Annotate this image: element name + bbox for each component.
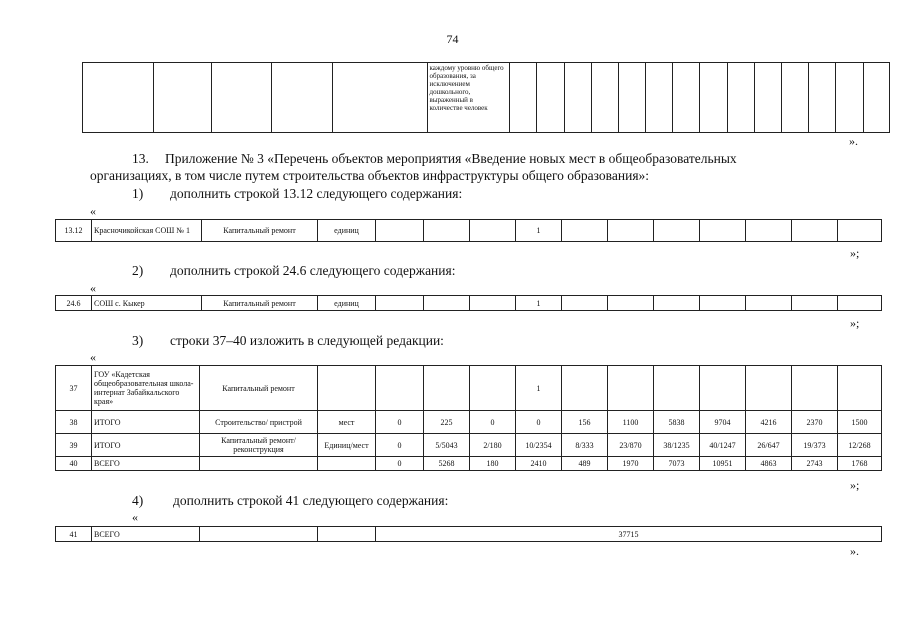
row-38-v5: 156 <box>562 411 608 434</box>
row-40-v5: 489 <box>562 457 608 471</box>
row-37-type: Капитальный ремонт <box>200 366 318 411</box>
row-13-12-unit: единиц <box>318 220 376 242</box>
row-37-id: 37 <box>56 366 92 411</box>
row-40-unit <box>318 457 376 471</box>
row-39-v10: 19/373 <box>792 434 838 457</box>
page-number: 74 <box>446 32 459 46</box>
row-40-v10: 2743 <box>792 457 838 471</box>
row-38-unit: мест <box>318 411 376 434</box>
row-24-6-value: 1 <box>516 296 562 311</box>
row-24-6-type: Капитальный ремонт <box>202 296 318 311</box>
item-1-num: 1) <box>132 186 144 201</box>
row-13-12-value: 1 <box>516 220 562 242</box>
row-13-12-id: 13.12 <box>56 220 92 242</box>
row-39-v4: 10/2354 <box>516 434 562 457</box>
row-39-v8: 40/1247 <box>700 434 746 457</box>
close-quote-top: ». <box>849 134 858 148</box>
row-38-v8: 9704 <box>700 411 746 434</box>
row-40-v7: 7073 <box>654 457 700 471</box>
row-41-name: ВСЕГО <box>92 527 200 542</box>
row-37-name: ГОУ «Кадетская общеобразовательная школа-интернат Забайкальского края» <box>92 366 200 411</box>
section-heading-line1-text: 13. <box>132 151 149 166</box>
row-37-v4: 1 <box>516 366 562 411</box>
row-39-v3: 2/180 <box>470 434 516 457</box>
section-heading-line2: организациях, в том числе путем строительства объектов инфраструктуры общего образования»: <box>90 168 650 183</box>
row-38-v7: 5838 <box>654 411 700 434</box>
row-40-v2: 5268 <box>424 457 470 471</box>
row-40-v1: 0 <box>376 457 424 471</box>
table-row-24-6 <box>55 295 882 311</box>
row-37-v2 <box>424 366 470 411</box>
row-39-v7: 38/1235 <box>654 434 700 457</box>
table-row <box>56 457 882 471</box>
row-39-v9: 26/647 <box>746 434 792 457</box>
row-39-v5: 8/333 <box>562 434 608 457</box>
row-40-v3: 180 <box>470 457 516 471</box>
row-13-12-type: Капитальный ремонт <box>202 220 318 242</box>
row-39-unit: Единиц/мест <box>318 434 376 457</box>
row-41-id: 41 <box>56 527 92 542</box>
row-40-name: ВСЕГО <box>92 457 200 471</box>
open-quote-2: « <box>90 281 96 295</box>
row-13-12-name: Красночикойская СОШ № 1 <box>92 220 202 242</box>
row-37-v10 <box>792 366 838 411</box>
top-table-note: каждому уровню общего образования, за исключением дошкольного, выраженный в количестве человек <box>427 63 510 133</box>
table-row-13-12 <box>55 219 882 242</box>
row-38-v10: 2370 <box>792 411 838 434</box>
row-40-id: 40 <box>56 457 92 471</box>
row-37-v7 <box>654 366 700 411</box>
row-39-id: 39 <box>56 434 92 457</box>
close-dot-final: ». <box>850 544 859 558</box>
row-38-v4: 0 <box>516 411 562 434</box>
table-row-41 <box>55 526 882 542</box>
row-39-v1: 0 <box>376 434 424 457</box>
row-38-v1: 0 <box>376 411 424 434</box>
row-37-v6 <box>608 366 654 411</box>
row-39-name: ИТОГО <box>92 434 200 457</box>
row-41-value: 37715 <box>376 527 882 542</box>
close-semicolon-3: »; <box>850 478 860 492</box>
row-40-v4: 2410 <box>516 457 562 471</box>
item-2-num: 2) <box>132 263 144 278</box>
close-semicolon-1: »; <box>850 246 860 260</box>
item-3-num: 3) <box>132 333 144 348</box>
open-quote-4: « <box>132 510 138 524</box>
row-39-v11: 12/268 <box>838 434 882 457</box>
row-37-unit <box>318 366 376 411</box>
row-39-type: Капитальный ремонт/ реконструкция <box>200 434 318 457</box>
open-quote-3: « <box>90 350 96 364</box>
item-1-text: дополнить строкой 13.12 следующего содержания: <box>170 186 463 201</box>
row-37-v5 <box>562 366 608 411</box>
row-37-v11 <box>838 366 882 411</box>
row-38-type: Строительство/ пристрой <box>200 411 318 434</box>
section-heading-line1-body: Приложение № 3 «Перечень объектов мероприятия «Введение новых мест в общеобразовательных <box>165 151 737 166</box>
row-40-v6: 1970 <box>608 457 654 471</box>
top-table <box>82 62 890 133</box>
row-38-v3: 0 <box>470 411 516 434</box>
item-4-text: дополнить строкой 41 следующего содержания: <box>173 493 449 508</box>
row-24-6-name: СОШ с. Кыкер <box>92 296 202 311</box>
table-row <box>56 366 882 411</box>
section-heading-text <box>165 150 867 167</box>
table-row <box>56 411 882 434</box>
row-37-v8 <box>700 366 746 411</box>
open-quote-1: « <box>90 204 96 218</box>
row-39-v6: 23/870 <box>608 434 654 457</box>
row-40-v11: 1768 <box>838 457 882 471</box>
row-37-v3 <box>470 366 516 411</box>
close-semicolon-2: »; <box>850 316 860 330</box>
row-40-v8: 10951 <box>700 457 746 471</box>
table-row <box>56 434 882 457</box>
item-2-text: дополнить строкой 24.6 следующего содержания: <box>170 263 456 278</box>
row-40-v9: 4863 <box>746 457 792 471</box>
row-38-name: ИТОГО <box>92 411 200 434</box>
row-24-6-unit: единиц <box>318 296 376 311</box>
item-4-num: 4) <box>132 493 144 508</box>
row-39-v2: 5/5043 <box>424 434 470 457</box>
row-40-type <box>200 457 318 471</box>
row-37-v1 <box>376 366 424 411</box>
table-rows-37-40 <box>55 365 882 471</box>
row-38-v2: 225 <box>424 411 470 434</box>
row-38-v11: 1500 <box>838 411 882 434</box>
row-24-6-id: 24.6 <box>56 296 92 311</box>
row-37-v9 <box>746 366 792 411</box>
row-38-id: 38 <box>56 411 92 434</box>
item-3-text: строки 37–40 изложить в следующей редакции: <box>170 333 444 348</box>
row-38-v9: 4216 <box>746 411 792 434</box>
row-38-v6: 1100 <box>608 411 654 434</box>
